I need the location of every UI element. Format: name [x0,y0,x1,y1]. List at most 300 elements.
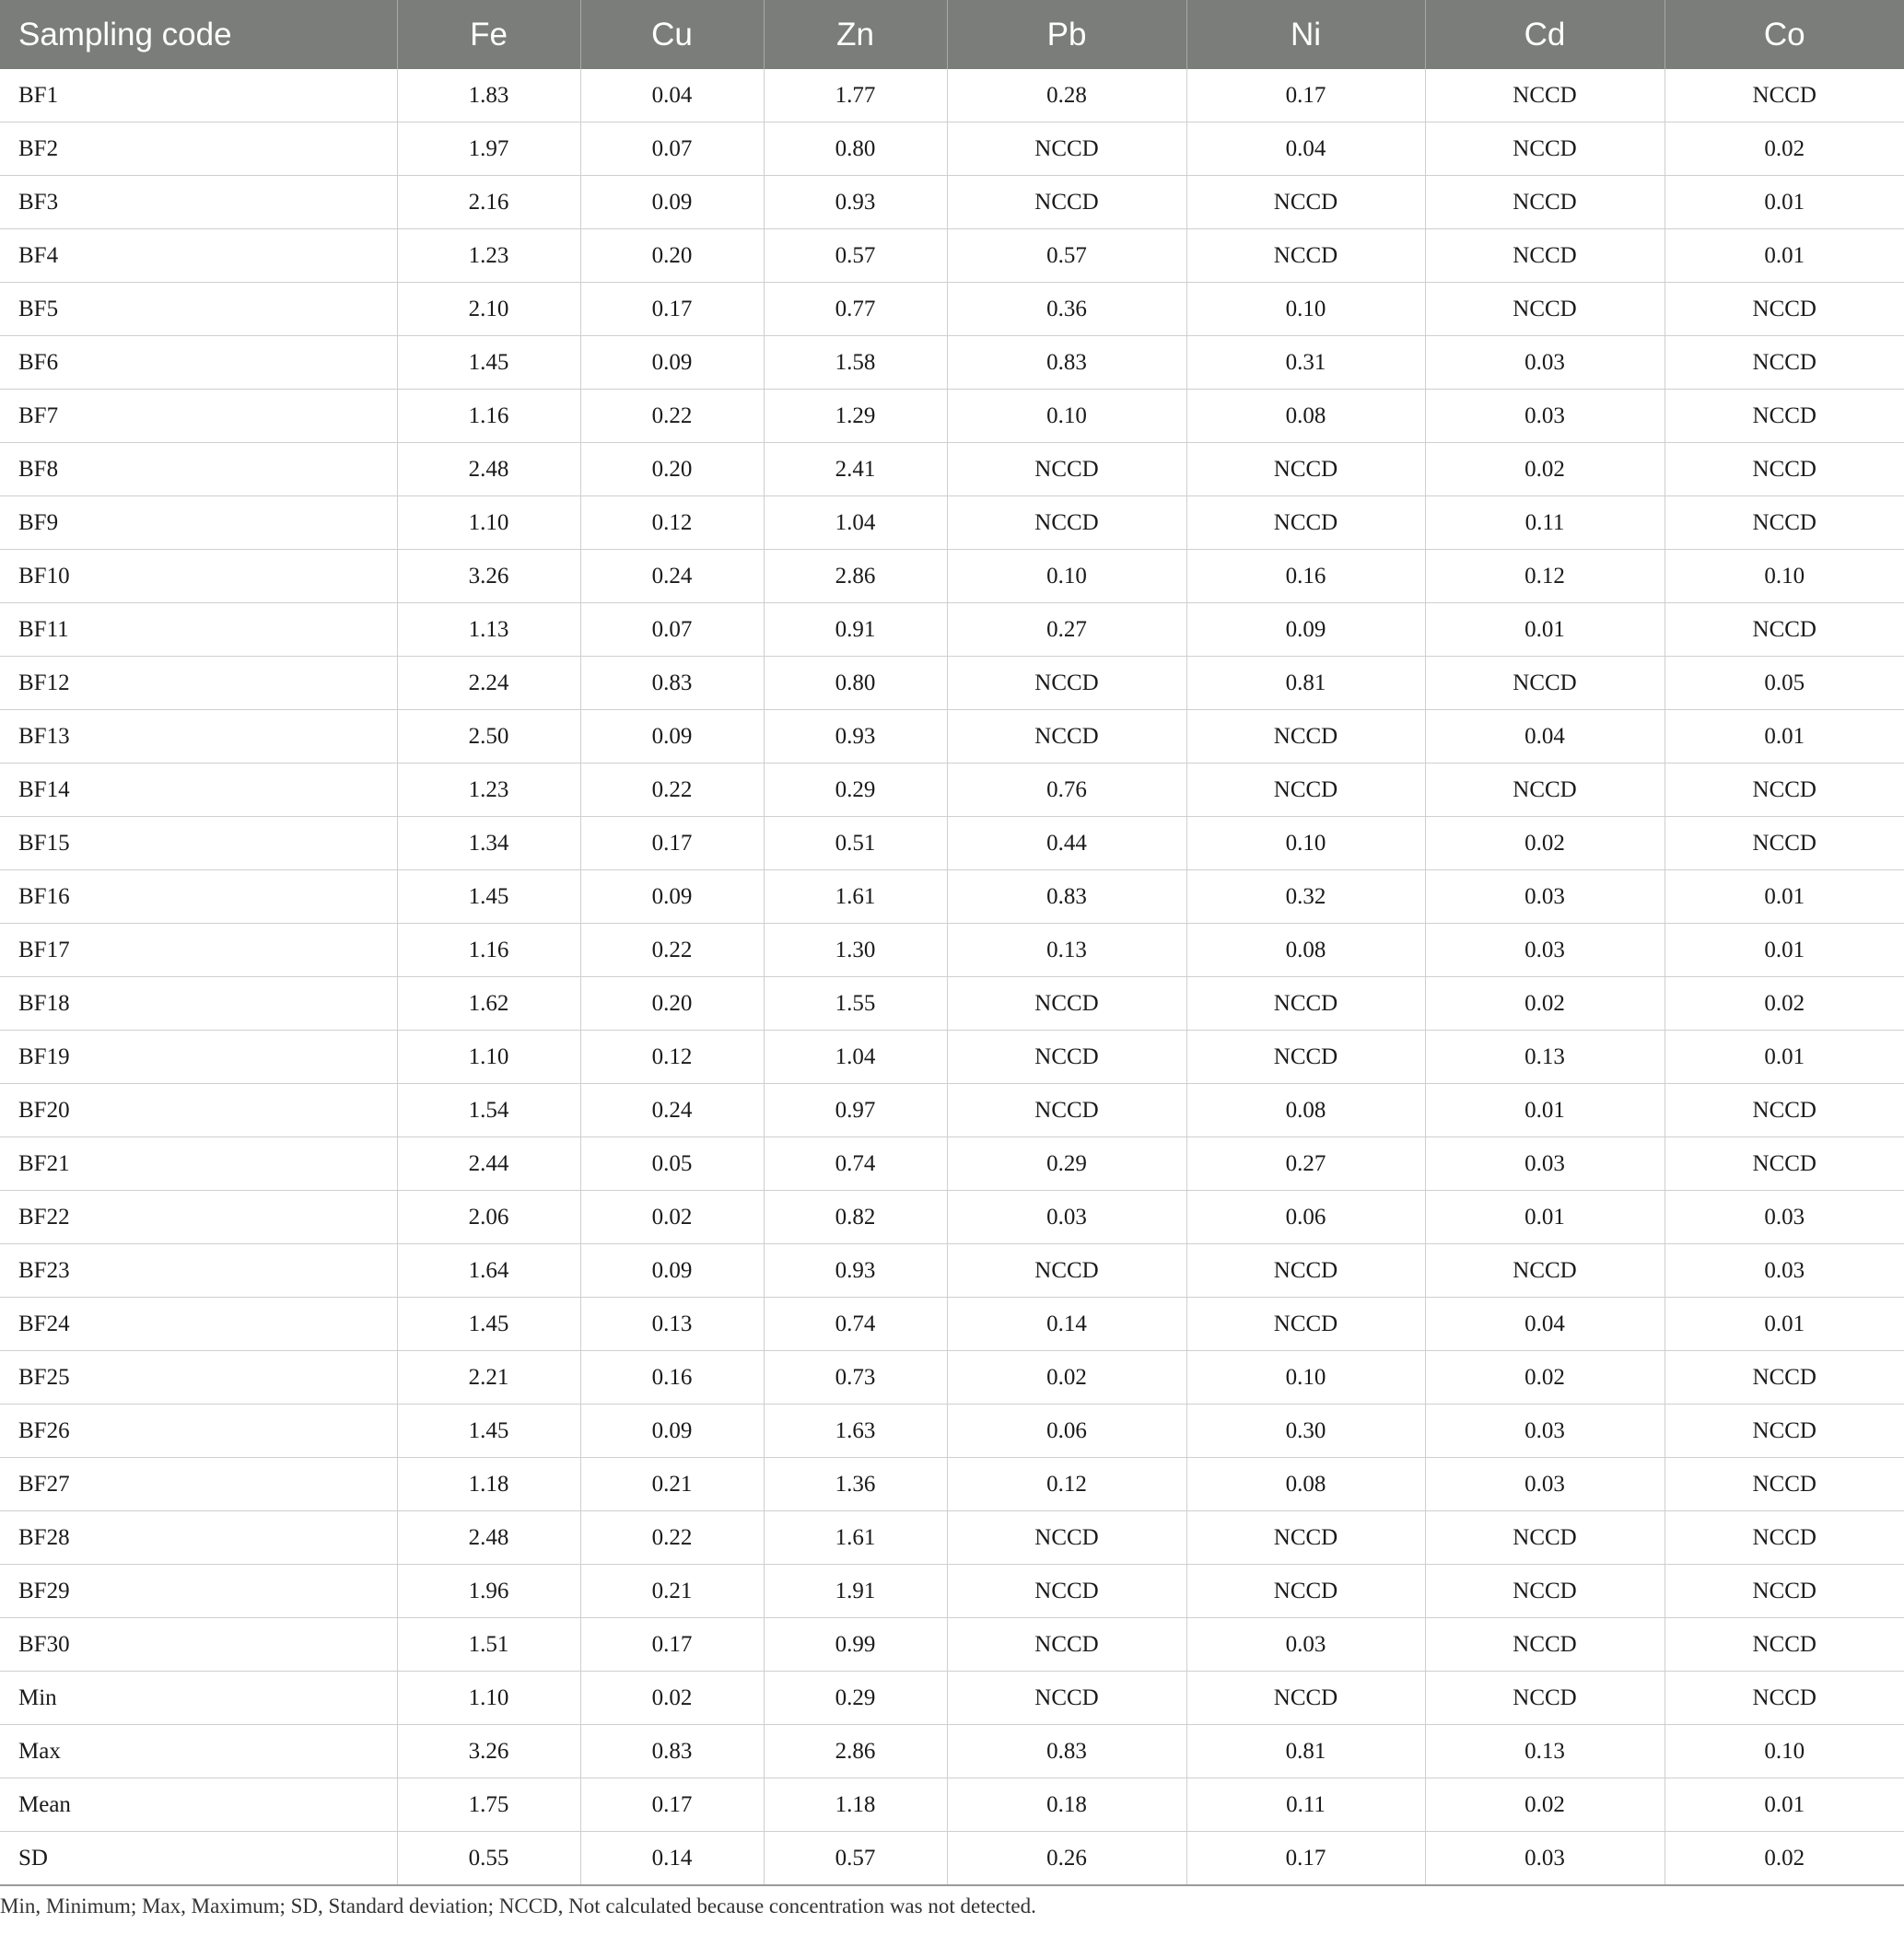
table-cell: 0.03 [1425,1405,1665,1458]
row-label-cell: BF21 [0,1137,397,1191]
table-cell: 0.03 [1186,1618,1425,1672]
table-cell: 1.55 [764,977,947,1031]
table-cell: 0.26 [947,1832,1186,1886]
table-cell: NCCD [1665,1511,1904,1565]
table-cell: 0.93 [764,176,947,229]
table-cell: 0.44 [947,817,1186,870]
row-label-cell: BF4 [0,229,397,283]
table-cell: 2.24 [397,657,580,710]
table-cell: 0.12 [580,496,764,550]
table-cell: 0.27 [1186,1137,1425,1191]
table-cell: 0.14 [947,1298,1186,1351]
table-cell: 1.64 [397,1244,580,1298]
table-row [0,443,1904,496]
table-cell: NCCD [1665,283,1904,336]
table-cell: NCCD [947,710,1186,764]
table-cell: 1.16 [397,390,580,443]
table-cell: 1.23 [397,229,580,283]
table-cell: 0.10 [1186,283,1425,336]
table-cell: 0.17 [1186,1832,1425,1886]
table-cell: 0.10 [947,390,1186,443]
column-header: Sampling code [0,0,397,69]
table-cell: NCCD [1665,1618,1904,1672]
column-header: Pb [947,0,1186,69]
table-cell: 0.80 [764,657,947,710]
table-cell: NCCD [947,176,1186,229]
table-cell: NCCD [1665,1137,1904,1191]
table-cell: NCCD [1186,443,1425,496]
table-cell: NCCD [1665,1405,1904,1458]
table-cell: 2.86 [764,550,947,603]
table-cell: NCCD [947,1244,1186,1298]
table-cell: 0.07 [580,603,764,657]
table-cell: NCCD [947,1672,1186,1725]
table-cell: NCCD [1665,764,1904,817]
table-row [0,977,1904,1031]
row-label-cell: SD [0,1832,397,1886]
row-label-cell: BF9 [0,496,397,550]
table-cell: 0.12 [947,1458,1186,1511]
table-cell: 0.13 [580,1298,764,1351]
table-cell: 0.16 [1186,550,1425,603]
table-cell: 1.16 [397,924,580,977]
table-cell: 0.03 [947,1191,1186,1244]
table-cell: 0.83 [947,336,1186,390]
table-cell: NCCD [1665,603,1904,657]
table-cell: 0.11 [1425,496,1665,550]
table-cell: 0.01 [1425,603,1665,657]
row-label-cell: BF2 [0,122,397,176]
table-cell: 0.77 [764,283,947,336]
table-cell: 0.76 [947,764,1186,817]
table-cell: 0.73 [764,1351,947,1405]
table-row [0,710,1904,764]
table-cell: NCCD [947,443,1186,496]
table-cell: 1.45 [397,1298,580,1351]
table-cell: 0.74 [764,1298,947,1351]
table-cell: 0.83 [580,1725,764,1778]
table-cell: 0.09 [580,176,764,229]
table-cell: 0.16 [580,1351,764,1405]
table-cell: NCCD [1665,496,1904,550]
table-row [0,1672,1904,1725]
table-cell: 1.45 [397,336,580,390]
table-cell: 0.02 [947,1351,1186,1405]
row-label-cell: Mean [0,1778,397,1832]
table-cell: NCCD [947,1031,1186,1084]
table-cell: 1.77 [764,69,947,122]
table-cell: NCCD [1186,496,1425,550]
table-cell: 0.03 [1425,870,1665,924]
table-cell: 0.91 [764,603,947,657]
table-cell: NCCD [1425,1672,1665,1725]
table-cell: 0.03 [1425,1458,1665,1511]
table-cell: NCCD [1186,1244,1425,1298]
table-cell: NCCD [1665,1351,1904,1405]
table-row [0,1191,1904,1244]
table-cell: 2.48 [397,1511,580,1565]
table-cell: 1.04 [764,1031,947,1084]
table-cell: NCCD [1186,710,1425,764]
table-cell: NCCD [1425,657,1665,710]
table-cell: NCCD [1425,69,1665,122]
table-cell: NCCD [1665,443,1904,496]
table-cell: 0.22 [580,924,764,977]
table-cell: 1.58 [764,336,947,390]
table-cell: 1.18 [397,1458,580,1511]
table-cell: 0.21 [580,1565,764,1618]
table-cell: NCCD [1665,817,1904,870]
table-cell: 0.05 [1665,657,1904,710]
table-cell: 0.83 [947,1725,1186,1778]
table-cell: 0.03 [1425,1832,1665,1886]
table-cell: NCCD [1665,1084,1904,1137]
table-cell: NCCD [1665,336,1904,390]
row-label-cell: BF23 [0,1244,397,1298]
table-cell: 0.21 [580,1458,764,1511]
table-cell: 0.81 [1186,1725,1425,1778]
table-cell: 0.22 [580,764,764,817]
table-cell: 0.04 [1425,710,1665,764]
table-cell: 0.20 [580,443,764,496]
table-cell: 0.74 [764,1137,947,1191]
column-header: Ni [1186,0,1425,69]
row-label-cell: BF7 [0,390,397,443]
table-row [0,657,1904,710]
row-label-cell: BF10 [0,550,397,603]
table-cell: 0.17 [1186,69,1425,122]
row-label-cell: BF18 [0,977,397,1031]
table-cell: 2.86 [764,1725,947,1778]
table-cell: 1.45 [397,1405,580,1458]
table-cell: NCCD [1186,229,1425,283]
table-cell: 1.10 [397,1031,580,1084]
row-label-cell: BF11 [0,603,397,657]
table-cell: 0.29 [947,1137,1186,1191]
table-cell: NCCD [1425,283,1665,336]
table-cell: NCCD [1665,1458,1904,1511]
table-cell: 0.57 [764,229,947,283]
header-row [0,0,1904,69]
row-label-cell: BF5 [0,283,397,336]
row-label-cell: BF3 [0,176,397,229]
table-cell: 2.10 [397,283,580,336]
table-cell: 1.04 [764,496,947,550]
table-row [0,870,1904,924]
column-header: Cd [1425,0,1665,69]
table-cell: 0.83 [947,870,1186,924]
table-cell: 1.30 [764,924,947,977]
table-cell: NCCD [1665,390,1904,443]
table-cell: NCCD [1665,1672,1904,1725]
table-cell: 1.34 [397,817,580,870]
table-row [0,1137,1904,1191]
column-header: Fe [397,0,580,69]
table-cell: 0.22 [580,390,764,443]
table-cell: 0.09 [1186,603,1425,657]
table-cell: 0.99 [764,1618,947,1672]
table-cell: NCCD [1665,1565,1904,1618]
table-cell: NCCD [1425,122,1665,176]
table-cell: 0.09 [580,870,764,924]
table-cell: 1.61 [764,870,947,924]
table-cell: 3.26 [397,550,580,603]
table-cell: 2.44 [397,1137,580,1191]
table-cell: 0.29 [764,1672,947,1725]
column-header: Zn [764,0,947,69]
table-cell: 1.10 [397,1672,580,1725]
table-cell: 1.29 [764,390,947,443]
table-row [0,1244,1904,1298]
table-cell: 0.12 [580,1031,764,1084]
table-cell: NCCD [1186,1511,1425,1565]
table-cell: 0.13 [1425,1031,1665,1084]
table-cell: NCCD [1425,764,1665,817]
table-cell: 0.04 [580,69,764,122]
table-cell: 3.26 [397,1725,580,1778]
table-cell: 0.13 [1425,1725,1665,1778]
table-row [0,1565,1904,1618]
table-cell: 0.01 [1665,229,1904,283]
table-cell: 0.80 [764,122,947,176]
table-cell: NCCD [1186,1298,1425,1351]
table-cell: 0.01 [1665,710,1904,764]
table-cell: 0.12 [1425,550,1665,603]
table-cell: 0.01 [1665,924,1904,977]
table-cell: 0.32 [1186,870,1425,924]
table-cell: 1.45 [397,870,580,924]
table-cell: 0.02 [1425,1778,1665,1832]
table-cell: NCCD [947,496,1186,550]
table-cell: NCCD [1425,229,1665,283]
table-cell: 0.08 [1186,924,1425,977]
table-cell: 0.01 [1665,1031,1904,1084]
table-row [0,764,1904,817]
table-cell: 2.41 [764,443,947,496]
table-cell: 0.83 [580,657,764,710]
table-cell: 0.04 [1186,122,1425,176]
table-cell: 0.57 [947,229,1186,283]
table-cell: 1.62 [397,977,580,1031]
table-cell: 1.36 [764,1458,947,1511]
table-cell: NCCD [1665,69,1904,122]
table-cell: 0.08 [1186,1084,1425,1137]
table-cell: NCCD [947,657,1186,710]
row-label-cell: BF13 [0,710,397,764]
table-cell: NCCD [1186,764,1425,817]
table-cell: 0.01 [1665,1778,1904,1832]
row-label-cell: Max [0,1725,397,1778]
table-cell: 0.55 [397,1832,580,1886]
table-cell: 0.02 [1665,122,1904,176]
column-header: Cu [580,0,764,69]
table-cell: 0.03 [1425,1137,1665,1191]
table-cell: NCCD [947,1084,1186,1137]
row-label-cell: Min [0,1672,397,1725]
table-cell: 0.01 [1665,176,1904,229]
table-cell: 1.97 [397,122,580,176]
table-cell: 0.06 [947,1405,1186,1458]
table-cell: 0.17 [580,283,764,336]
table-cell: 0.02 [1665,977,1904,1031]
table-row [0,550,1904,603]
table-cell: 0.10 [1665,1725,1904,1778]
table-cell: 0.01 [1665,1298,1904,1351]
table-cell: 0.01 [1425,1084,1665,1137]
table-row [0,229,1904,283]
table-row [0,1458,1904,1511]
table-cell: 0.09 [580,710,764,764]
table-cell: 0.57 [764,1832,947,1886]
table-cell: 2.50 [397,710,580,764]
table-cell: 0.02 [1425,443,1665,496]
table-cell: 1.23 [397,764,580,817]
table-cell: NCCD [1425,1618,1665,1672]
table-cell: 0.31 [1186,336,1425,390]
column-header: Co [1665,0,1904,69]
table-cell: 0.03 [1425,336,1665,390]
table-row [0,1031,1904,1084]
table-cell: 0.09 [580,1405,764,1458]
table-row [0,817,1904,870]
row-label-cell: BF29 [0,1565,397,1618]
table-cell: 0.03 [1665,1244,1904,1298]
table-cell: 0.05 [580,1137,764,1191]
table-cell: 0.20 [580,229,764,283]
table-cell: 0.02 [1425,1351,1665,1405]
table-cell: 0.03 [1665,1191,1904,1244]
table-cell: NCCD [1425,1511,1665,1565]
row-label-cell: BF8 [0,443,397,496]
table-cell: 0.97 [764,1084,947,1137]
row-label-cell: BF15 [0,817,397,870]
table-cell: 0.30 [1186,1405,1425,1458]
table-cell: 0.29 [764,764,947,817]
table-cell: 0.24 [580,1084,764,1137]
table-cell: 2.21 [397,1351,580,1405]
table-cell: 0.10 [947,550,1186,603]
table-row [0,390,1904,443]
table-cell: 0.36 [947,283,1186,336]
table-cell: 0.08 [1186,390,1425,443]
table-row [0,1618,1904,1672]
table-cell: 0.18 [947,1778,1186,1832]
table-cell: 1.75 [397,1778,580,1832]
row-label-cell: BF17 [0,924,397,977]
table-cell: 0.02 [1425,817,1665,870]
table-cell: 0.02 [580,1672,764,1725]
table-row [0,1725,1904,1778]
row-label-cell: BF16 [0,870,397,924]
table-cell: 0.17 [580,1778,764,1832]
table-cell: 0.08 [1186,1458,1425,1511]
table-row [0,336,1904,390]
row-label-cell: BF25 [0,1351,397,1405]
table-row [0,69,1904,122]
table-cell: 0.28 [947,69,1186,122]
table-cell: 1.61 [764,1511,947,1565]
table-cell: 0.10 [1186,1351,1425,1405]
table-row [0,1351,1904,1405]
table-cell: NCCD [947,1565,1186,1618]
table-cell: NCCD [1186,176,1425,229]
table-cell: 0.20 [580,977,764,1031]
row-label-cell: BF19 [0,1031,397,1084]
table-cell: 1.18 [764,1778,947,1832]
table-cell: 0.03 [1425,390,1665,443]
row-label-cell: BF20 [0,1084,397,1137]
table-cell: 0.09 [580,1244,764,1298]
table-cell: 0.02 [1425,977,1665,1031]
table-cell: 0.01 [1425,1191,1665,1244]
table-cell: 0.09 [580,336,764,390]
table-cell: 0.11 [1186,1778,1425,1832]
table-row [0,496,1904,550]
table-row [0,122,1904,176]
table-cell: 2.16 [397,176,580,229]
table-cell: 0.01 [1665,870,1904,924]
table-cell: 0.93 [764,710,947,764]
table-cell: 2.06 [397,1191,580,1244]
table-body [0,69,1904,1885]
table-row [0,283,1904,336]
table-row [0,1511,1904,1565]
table-cell: 0.04 [1425,1298,1665,1351]
row-label-cell: BF26 [0,1405,397,1458]
table-cell: NCCD [947,1618,1186,1672]
table-cell: 0.10 [1665,550,1904,603]
table-cell: 1.10 [397,496,580,550]
table-cell: 0.02 [580,1191,764,1244]
row-label-cell: BF22 [0,1191,397,1244]
table-cell: 0.93 [764,1244,947,1298]
table-cell: NCCD [947,977,1186,1031]
table-cell: NCCD [1186,1672,1425,1725]
row-label-cell: BF27 [0,1458,397,1511]
table-cell: 0.10 [1186,817,1425,870]
table-cell: 1.63 [764,1405,947,1458]
table-row [0,1778,1904,1832]
row-label-cell: BF12 [0,657,397,710]
row-label-cell: BF14 [0,764,397,817]
table-cell: 0.24 [580,550,764,603]
table-row [0,924,1904,977]
table-cell: NCCD [1186,1565,1425,1618]
table-cell: 0.07 [580,122,764,176]
row-label-cell: BF24 [0,1298,397,1351]
table-cell: NCCD [1425,176,1665,229]
table-cell: NCCD [1425,1244,1665,1298]
table-row [0,1298,1904,1351]
table-cell: 0.02 [1665,1832,1904,1886]
table-cell: 1.83 [397,69,580,122]
row-label-cell: BF6 [0,336,397,390]
table-cell: 0.22 [580,1511,764,1565]
table-cell: 1.54 [397,1084,580,1137]
table-cell: 0.82 [764,1191,947,1244]
table-row [0,176,1904,229]
table-cell: 0.27 [947,603,1186,657]
table-cell: NCCD [1186,1031,1425,1084]
table-row [0,1084,1904,1137]
table-cell: 1.91 [764,1565,947,1618]
table-cell: 0.06 [1186,1191,1425,1244]
table-row [0,1405,1904,1458]
table-row [0,1832,1904,1886]
table-cell: NCCD [1186,977,1425,1031]
table-row [0,603,1904,657]
table-cell: NCCD [947,1511,1186,1565]
